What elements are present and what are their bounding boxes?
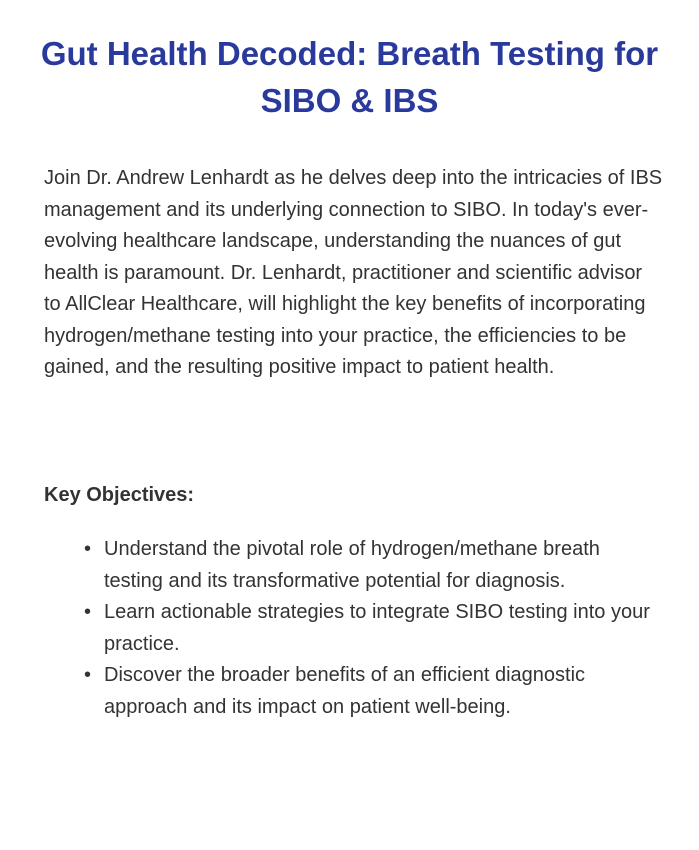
objective-item	[84, 534, 664, 597]
bullet-icon: •	[84, 664, 92, 686]
bullet-icon: •	[84, 538, 92, 560]
objective-text: Learn actionable strategies to integrate SIBO testing into your practice.	[104, 601, 650, 655]
objective-item	[84, 660, 664, 723]
objective-text: Understand the pivotal role of hydrogen/methane breath testing and its transformative potential for diagnosis.	[104, 538, 600, 592]
bullet-icon: •	[84, 601, 92, 623]
intro-paragraph: Join Dr. Andrew Lenhardt as he delves deep into the intricacies of IBS management and its underlying connection to SIBO. In today's ever-evolving healthcare landscape, understanding the nuances of gut health is paramount. Dr. Lenhardt, practitioner and scientific advisor to AllClear Healthcare, will highlight the key benefits of incorporating hydrogen/methane testing into your practice, the efficiencies to be gained, and the resulting positive impact to patient health.	[44, 167, 663, 378]
page-title: Gut Health Decoded: Breath Testing for SIBO & IBS	[40, 35, 659, 119]
objectives-heading: Key Objectives:	[44, 484, 195, 506]
objective-item	[84, 597, 664, 660]
objective-text: Discover the broader benefits of an efficient diagnostic approach and its impact on patient well-being.	[104, 664, 586, 718]
objectives-list	[84, 534, 664, 723]
